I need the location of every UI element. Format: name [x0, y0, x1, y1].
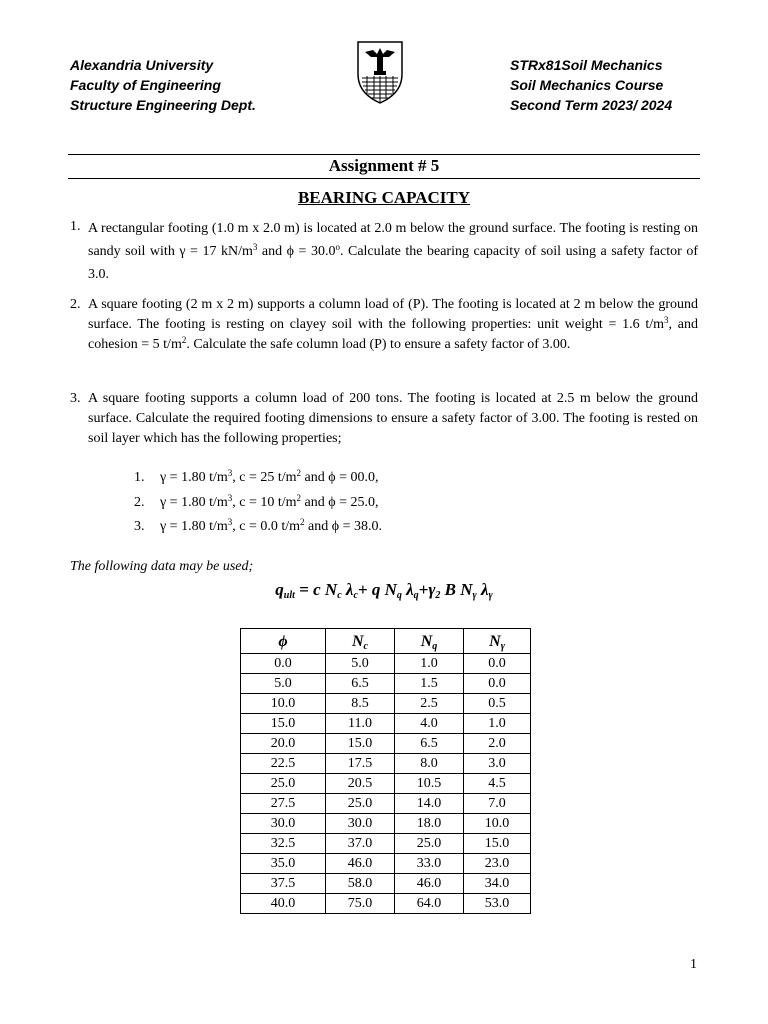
- faculty-name: Faculty of Engineering: [70, 77, 221, 93]
- table-cell: 10.0: [241, 694, 326, 714]
- table-cell: 37.5: [241, 874, 326, 894]
- bearing-capacity-formula: $q_{ult} = c$ $N_c$ $\lambda_c+ q$ $N_q$ $\lambda_q+\gamma_2$ B $N_\gamma$ $\lambda_\gamma$: [275, 580, 493, 601]
- section-title: [0, 188, 768, 208]
- table-cell: 30.0: [241, 814, 326, 834]
- table-cell: 23.0: [464, 854, 531, 874]
- table-cell: 4.0: [395, 714, 464, 734]
- table-cell: 11.0: [326, 714, 395, 734]
- university-logo-icon: [355, 40, 405, 104]
- question-text: A square footing supports a column load of 200 tons. The footing is located at 2.5 m below the ground surface. Calculate the required footing dimensions to ensure a safety factor of 3.00. The footing is rested on soil layer which has the following properties;: [88, 391, 698, 446]
- table-row: [241, 774, 531, 794]
- case-item: 2. γ = 1.80 $t/m^3$, c = 10 $t/m^2$ and ϕ = 25.0,: [134, 493, 379, 510]
- table-cell: 15.0: [326, 734, 395, 754]
- table-cell: 3.0: [464, 754, 531, 774]
- table-cell: 5.0: [241, 674, 326, 694]
- table-row: [241, 694, 531, 714]
- question-3: [70, 389, 698, 449]
- table-row: [241, 734, 531, 754]
- table-cell: 27.5: [241, 794, 326, 814]
- table-cell: 8.5: [326, 694, 395, 714]
- question-number: 2.: [70, 297, 81, 312]
- department-name: Structure Engineering Dept.: [70, 97, 256, 113]
- table-cell: 5.0: [326, 654, 395, 674]
- question-number: 3.: [70, 391, 81, 406]
- table-cell: 14.0: [395, 794, 464, 814]
- table-cell: 4.5: [464, 774, 531, 794]
- term: Second Term 2023/ 2024: [510, 97, 673, 113]
- table-cell: 22.5: [241, 754, 326, 774]
- question-1: [70, 217, 698, 286]
- page-number: 1: [690, 957, 697, 972]
- table-cell: 1.0: [395, 654, 464, 674]
- table-cell: 10.0: [464, 814, 531, 834]
- table-cell: 8.0: [395, 754, 464, 774]
- table-row: [241, 874, 531, 894]
- table-cell: 10.5: [395, 774, 464, 794]
- table-cell: 58.0: [326, 874, 395, 894]
- table-cell: 53.0: [464, 894, 531, 914]
- table-cell: 2.0: [464, 734, 531, 754]
- course-code: STRx81Soil Mechanics: [510, 57, 663, 73]
- table-cell: 17.5: [326, 754, 395, 774]
- table-cell: 6.5: [326, 674, 395, 694]
- question-text: A square footing (2 m x 2 m) supports a column load of (P). The footing is located at 2 m below the ground surface. The footing is resting on clayey soil with the following properties: unit weight = 1.6 $t/m^3$, and cohesion = 5 $t/m^2$. Calculate the safe column load (P) to ensure a safety factor of 3.00.: [88, 297, 698, 352]
- data-note: The following data may be used;: [70, 559, 254, 574]
- table-cell: 64.0: [395, 894, 464, 914]
- bearing-factors-table: [240, 628, 531, 914]
- header-right: [510, 55, 672, 115]
- assignment-title: Assignment # 5: [328, 156, 440, 175]
- table-cell: 0.0: [464, 654, 531, 674]
- case-item: 3. γ = 1.80 $t/m^3$, c = 0.0 $t/m^2$ and ϕ = 38.0.: [134, 517, 383, 534]
- table-row: [241, 814, 531, 834]
- table-cell: 46.0: [326, 854, 395, 874]
- table-row: [241, 854, 531, 874]
- column-header-nq: $N_q$: [395, 629, 464, 654]
- bottom-rule: [68, 178, 700, 179]
- case-item: 1. γ = 1.80 $t/m^3$, c = 25 $t/m^2$ and ϕ = 00.0,: [134, 468, 379, 485]
- table-cell: 25.0: [326, 794, 395, 814]
- question-number: 1.: [70, 219, 81, 234]
- table-cell: 75.0: [326, 894, 395, 914]
- table-cell: 20.5: [326, 774, 395, 794]
- table-cell: 30.0: [326, 814, 395, 834]
- table-cell: 35.0: [241, 854, 326, 874]
- table-row: [241, 834, 531, 854]
- table-cell: 20.0: [241, 734, 326, 754]
- table-row: [241, 894, 531, 914]
- table-cell: 0.5: [464, 694, 531, 714]
- university-name: Alexandria University: [70, 57, 214, 73]
- table-cell: 15.0: [241, 714, 326, 734]
- table-cell: 0.0: [241, 654, 326, 674]
- table-row: [241, 794, 531, 814]
- table-cell: 25.0: [395, 834, 464, 854]
- header-left: [70, 55, 256, 115]
- table-row: [241, 714, 531, 734]
- course-name: Soil Mechanics Course: [510, 77, 664, 93]
- table-cell: 1.0: [464, 714, 531, 734]
- table-cell: 37.0: [326, 834, 395, 854]
- table-cell: 46.0: [395, 874, 464, 894]
- question-2: [70, 295, 698, 355]
- top-rule: [68, 154, 700, 155]
- question-text: A rectangular footing (1.0 m x 2.0 m) is located at 2.0 m below the ground surface. The footing is resting on sandy soil with γ = 17 $kN/m^3$ and $\phi = 30.0^o$. Calculate the bearing capacity of soil using a safety factor of 3.0.: [88, 221, 698, 282]
- table-cell: 1.5: [395, 674, 464, 694]
- table-cell: 0.0: [464, 674, 531, 694]
- column-header-ngamma: $N_\gamma$: [464, 629, 531, 654]
- column-header-nc: $N_c$: [326, 629, 395, 654]
- table-header-row: [241, 629, 531, 654]
- table-cell: 2.5: [395, 694, 464, 714]
- table-cell: 40.0: [241, 894, 326, 914]
- column-header-phi: ϕ: [241, 629, 326, 654]
- section-title-text: BEARING CAPACITY: [297, 188, 471, 207]
- table-cell: 15.0: [464, 834, 531, 854]
- table-cell: 18.0: [395, 814, 464, 834]
- table-row: [241, 654, 531, 674]
- table-cell: 33.0: [395, 854, 464, 874]
- table-row: [241, 754, 531, 774]
- table-cell: 34.0: [464, 874, 531, 894]
- table-cell: 6.5: [395, 734, 464, 754]
- table-cell: 7.0: [464, 794, 531, 814]
- table-cell: 32.5: [241, 834, 326, 854]
- table-row: [241, 674, 531, 694]
- table-cell: 25.0: [241, 774, 326, 794]
